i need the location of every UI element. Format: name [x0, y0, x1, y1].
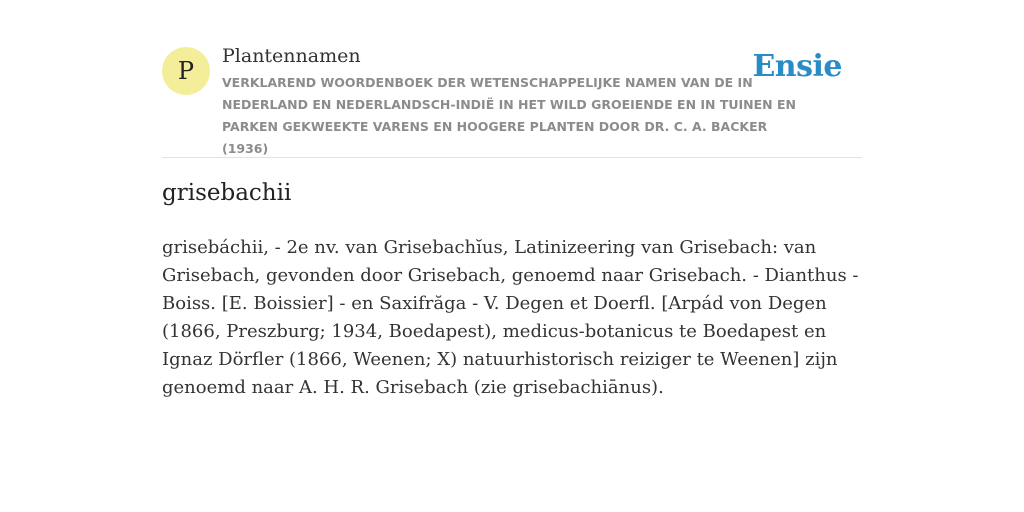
- header-divider: [162, 157, 862, 158]
- entry-definition: grisebáchii, - 2e nv. van Grisebachĭus, Latinizeering van Grisebach: van Grisebach, gevonden door Grisebach, genoemd naar Grisebach. - Dianthus - Boiss. [E. Boissier] - en Saxifrăga - V. Degen et Doerfl. [Arpád von Degen (1866, Preszburg; 1934, Boedapest), medicus-botanicus te Boedapest en Ignaz Dörfler (1866, Weenen; X) natuurhistorisch reiziger te Weenen] zijn genoemd naar A. H. R. Grisebach (zie grisebachiānus).: [162, 237, 859, 398]
- ensie-logo-link[interactable]: Ensie: [752, 49, 842, 84]
- dictionary-subtitle: VERKLAREND WOORDENBOEK DER WETENSCHAPPELIJKE NAMEN VAN DE IN NEDERLAND EN NEDERLANDSCH-INDIË IN HET WILD GROEIENDE EN IN TUINEN EN PARKEN GEKWEEKTE VARENS EN HOOGERE PLANTEN DOOR DR. C. A. BACKER (1936): [222, 75, 796, 156]
- dictionary-header: [162, 44, 862, 157]
- entry-title: grisebachii: [162, 180, 292, 206]
- dictionary-title[interactable]: Plantennamen: [222, 45, 361, 67]
- dictionary-logo[interactable]: P: [162, 47, 210, 95]
